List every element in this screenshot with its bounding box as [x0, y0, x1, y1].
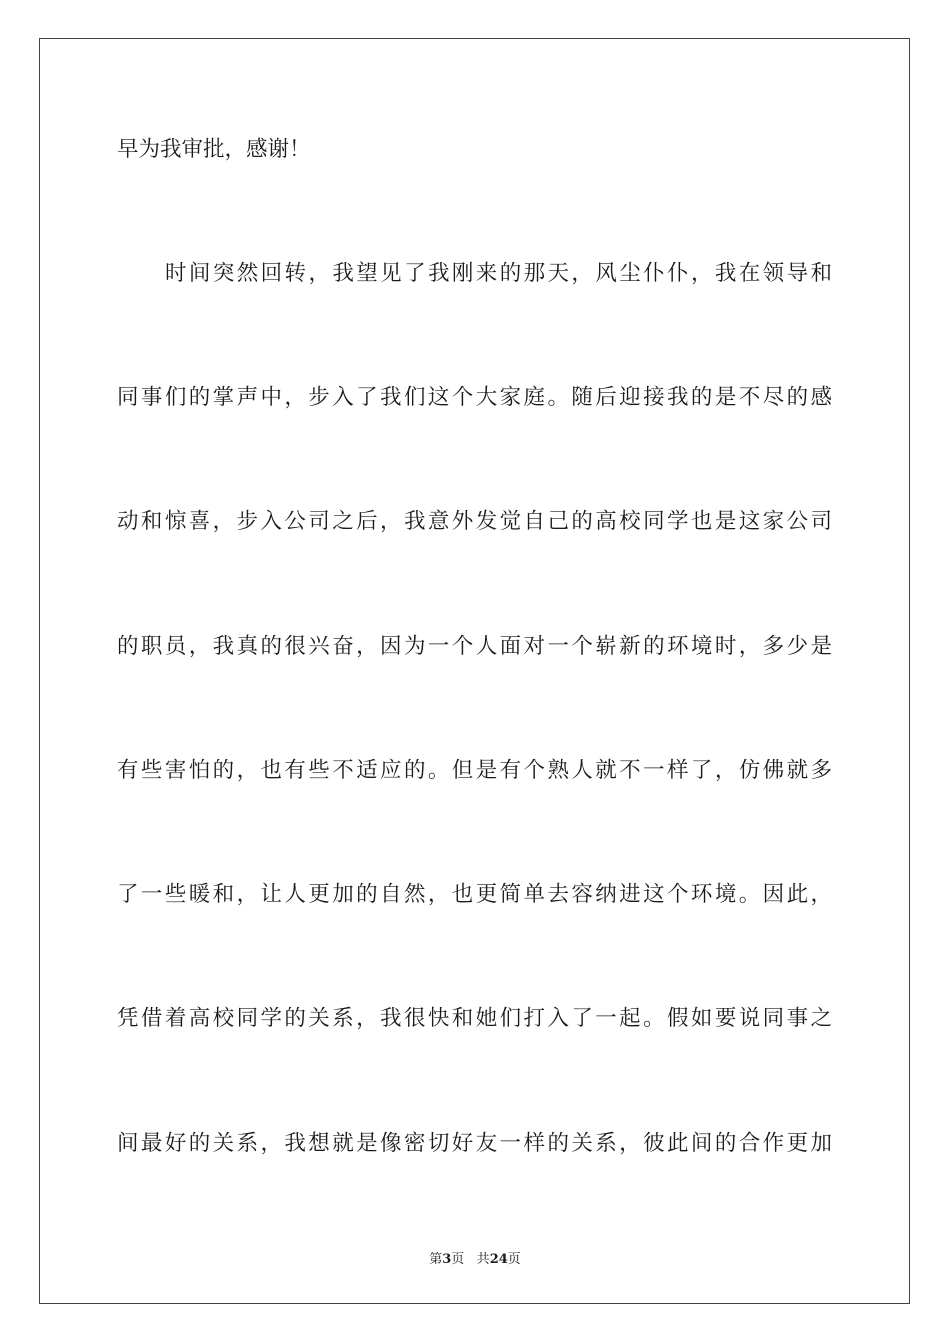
paragraph-first-line: 时间突然回转，我望见了我刚来的那天，风尘仆仆，我在领导和 [165, 261, 832, 286]
text-line: 有些害怕的，也有些不适应的。但是有个熟人就不一样了，仿佛就多 [117, 758, 832, 783]
page-border [39, 38, 910, 1304]
text-line: 动和惊喜，步入公司之后，我意外发觉自己的高校同学也是这家公司 [117, 509, 832, 534]
page-suffix: 页 [451, 1252, 465, 1267]
page-number: 3 [442, 1252, 452, 1267]
text-line: 的职员，我真的很兴奋，因为一个人面对一个崭新的环境时，多少是 [117, 634, 832, 659]
text-line: 早为我审批，感谢！ [117, 137, 311, 162]
total-prefix: 共 [476, 1252, 490, 1267]
page-prefix: 第 [429, 1252, 443, 1267]
text-line: 间最好的关系，我想就是像密切好友一样的关系，彼此间的合作更加 [117, 1131, 832, 1156]
text-line: 凭借着高校同学的关系，我很快和她们打入了一起。假如要说同事之 [117, 1006, 832, 1031]
page-footer [0, 1248, 950, 1267]
total-pages: 24 [489, 1252, 508, 1267]
text-line: 同事们的掌声中，步入了我们这个大家庭。随后迎接我的是不尽的感 [117, 385, 832, 410]
total-suffix: 页 [507, 1252, 521, 1267]
text-line: 了一些暖和，让人更加的自然，也更简单去容纳进这个环境。因此， [117, 882, 832, 907]
